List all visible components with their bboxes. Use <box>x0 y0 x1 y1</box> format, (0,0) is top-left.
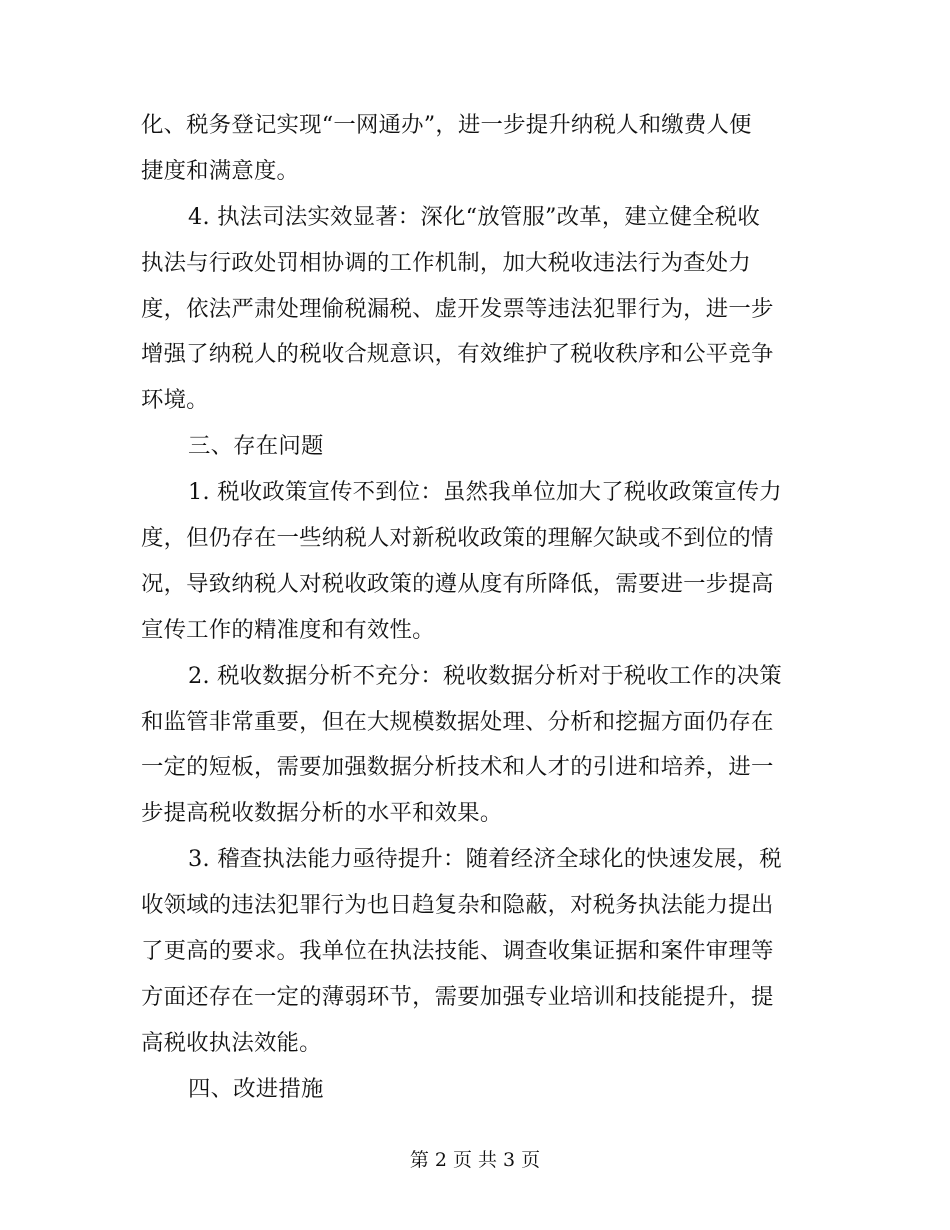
document-body <box>141 103 809 1113</box>
text-line: 4. 执法司法实效显著：深化“放管服”改革，建立健全税收 <box>188 203 760 230</box>
text-line: 况，导致纳税人对税收政策的遵从度有所降低，需要进一步提高 <box>141 570 774 597</box>
text-line: 步提高税收数据分析的水平和效果。 <box>141 800 503 827</box>
text-line: 宣传工作的精准度和有效性。 <box>141 616 435 643</box>
text-line: 执法与行政处罚相协调的工作机制，加大税收违法行为查处力 <box>141 249 751 276</box>
text-line: 环境。 <box>141 387 209 414</box>
text-line: 收领域的违法犯罪行为也日趋复杂和隐蔽，对税务执法能力提出 <box>141 892 774 919</box>
text-line: 度，但仍存在一些纳税人对新税收政策的理解欠缺或不到位的情 <box>141 525 774 552</box>
text-line: 了更高的要求。我单位在执法技能、调查收集证据和案件审理等 <box>141 938 774 965</box>
text-line: 三、存在问题 <box>188 433 324 460</box>
page-footer: 第 2 页 共 3 页 <box>409 1149 541 1171</box>
text-line: 和监管非常重要，但在大规模数据处理、分析和挖掘方面仍存在 <box>141 708 774 735</box>
text-line: 2. 税收数据分析不充分：税收数据分析对于税收工作的决策 <box>188 662 782 689</box>
text-line: 四、改进措施 <box>188 1075 324 1102</box>
text-line: 增强了纳税人的税收合规意识，有效维护了税收秩序和公平竞争 <box>141 341 774 368</box>
text-line: 3. 稽查执法能力亟待提升：随着经济全球化的快速发展，税 <box>188 846 782 873</box>
text-line: 1. 税收政策宣传不到位：虽然我单位加大了税收政策宣传力 <box>188 479 782 506</box>
text-line: 捷度和满意度。 <box>141 157 300 184</box>
text-line: 化、税务登记实现“一网通办”，进一步提升纳税人和缴费人便 <box>141 112 752 138</box>
text-line: 度，依法严肃处理偷税漏税、虚开发票等违法犯罪行为，进一步 <box>141 295 774 322</box>
text-line: 方面还存在一定的薄弱环节，需要加强专业培训和技能提升，提 <box>141 983 774 1010</box>
text-line: 高税收执法效能。 <box>141 1029 322 1056</box>
text-line: 一定的短板，需要加强数据分析技术和人才的引进和培养，进一 <box>141 754 774 781</box>
